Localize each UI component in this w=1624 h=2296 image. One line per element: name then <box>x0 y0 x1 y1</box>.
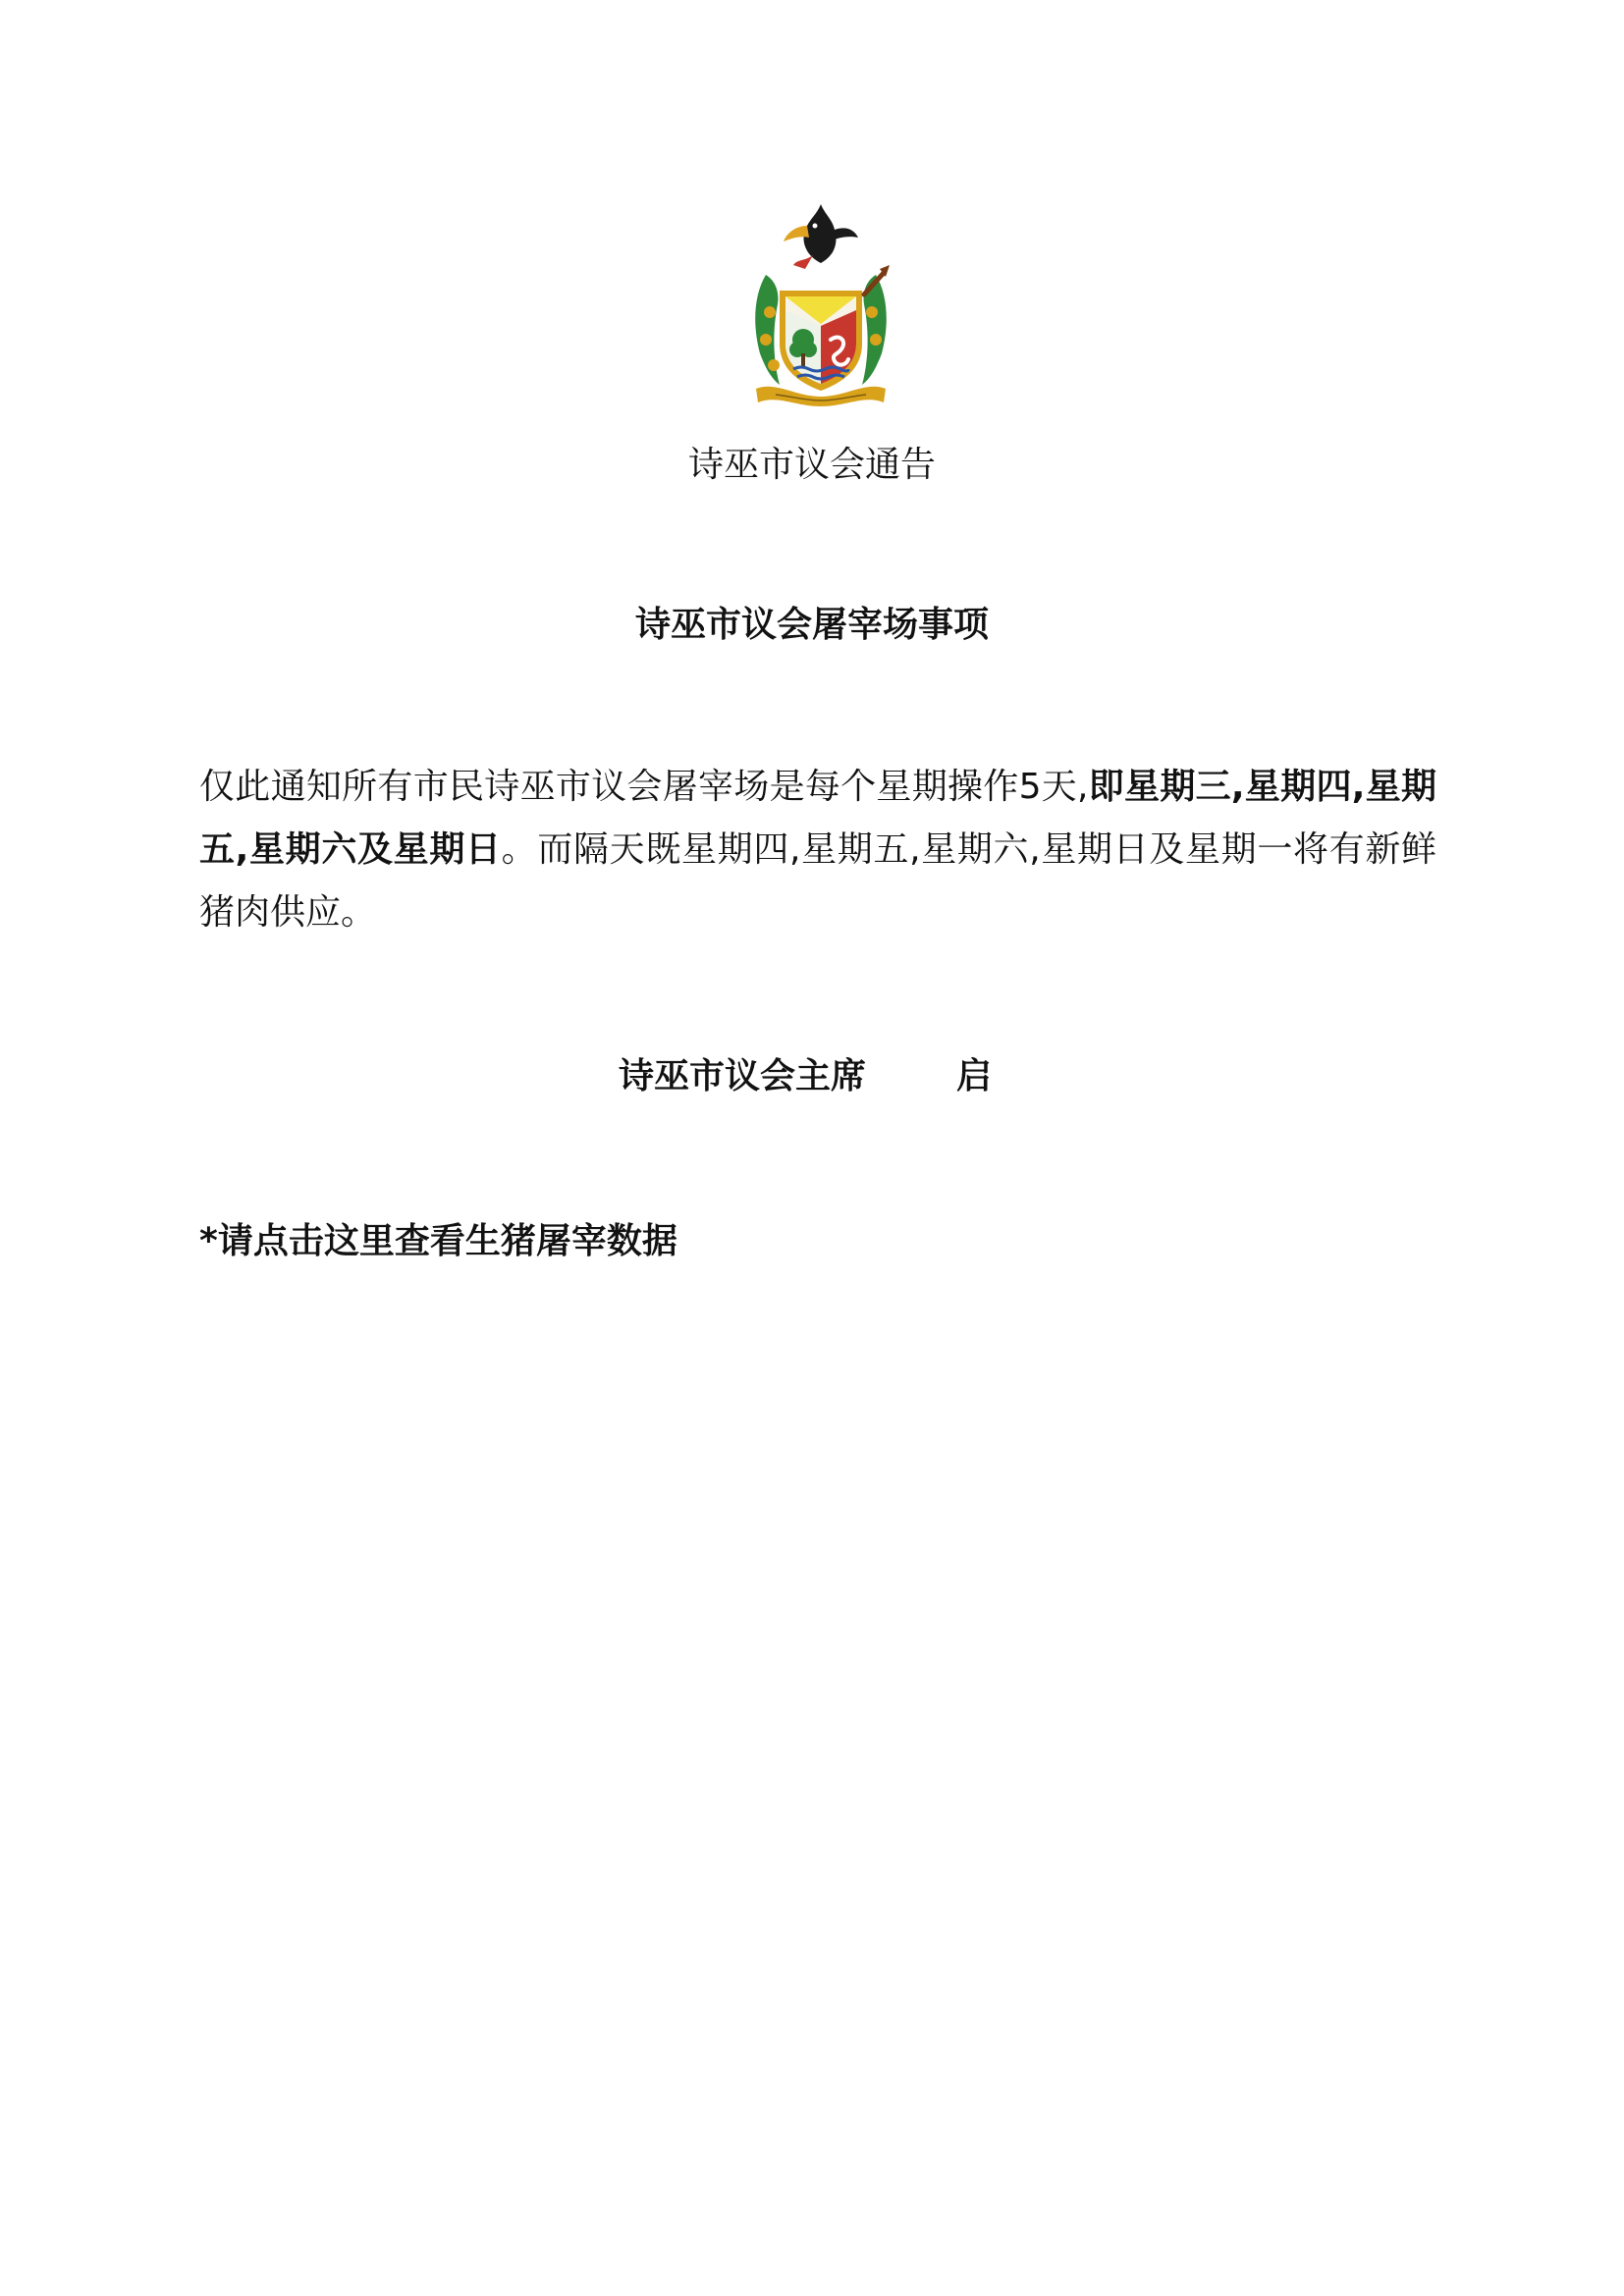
operating-days: 即星期三,星期四,星期五,星期六及星期日 <box>199 767 1436 870</box>
notice-body-supply: 。而隔天既星期四,星期五,星期六,星期日及星期一将有新鲜猪肉供应。 <box>199 829 1436 933</box>
signature-name: 诗巫市议会主席 <box>619 1056 867 1096</box>
notice-body <box>199 756 1436 944</box>
slaughter-data-link[interactable]: *请点击这里查看生猪屠宰数据 <box>199 1221 677 1261</box>
council-title: 诗巫市议会通告 <box>687 445 936 485</box>
signature <box>619 1055 992 1098</box>
notice-body-intro: 仅此通知所有市民诗巫市议会屠宰场是每个星期操作5天, <box>199 767 1089 807</box>
signature-suffix: 启 <box>956 1056 993 1096</box>
coat-of-arms-icon <box>736 196 905 407</box>
notice-subject: 诗巫市议会屠宰场事项 <box>634 605 989 645</box>
